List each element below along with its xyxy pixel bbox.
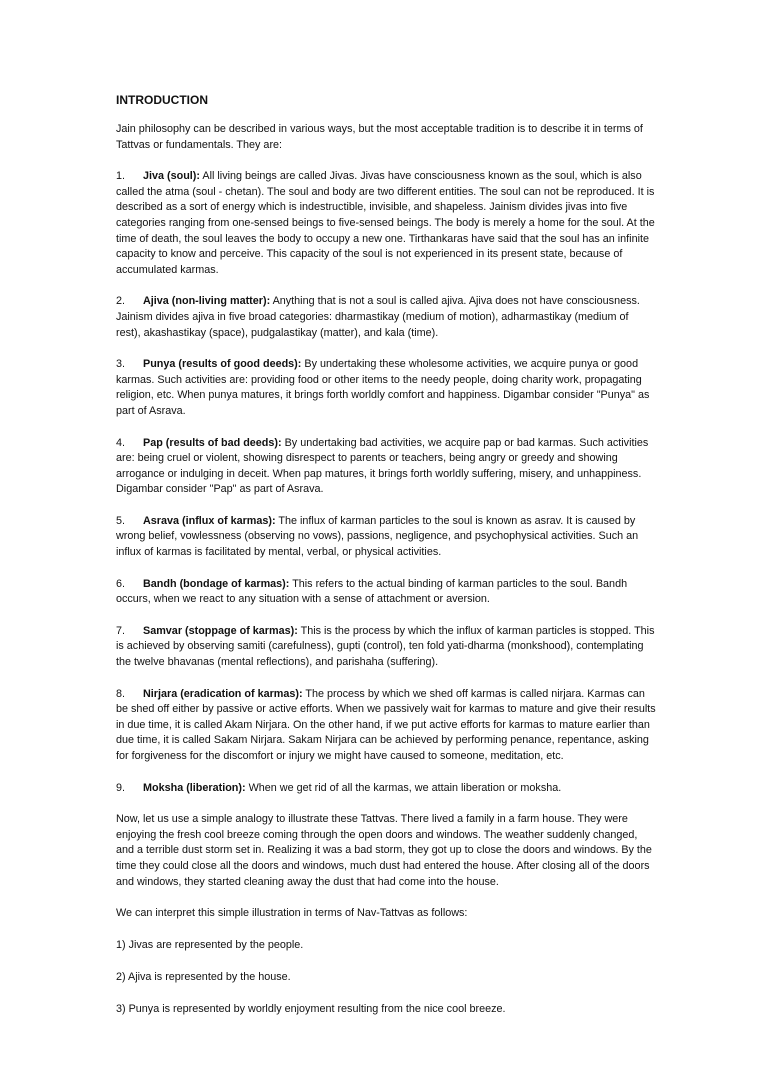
tattva-number: 4. xyxy=(116,436,126,449)
tattva-term: Asrava (influx of karmas): xyxy=(143,514,276,527)
tattva-item-pap xyxy=(116,436,656,498)
tattva-description: By undertaking bad activities, we acquire pap or bad karmas. Such activities are: being cruel or violent, showing disrespect to parents or teachers, being angry or greedy and showing arrogance or indulging in deceit. When pap matures, it brings forth worldly suffering, misery, and unhappiness. Digambar consider "Pap" as part of Asrava. xyxy=(116,436,649,496)
tattva-number: 7. xyxy=(116,624,126,637)
tattva-item-nirjara xyxy=(116,687,656,765)
interpretation-item-punya: 3) Punya is represented by worldly enjoyment resulting from the nice cool breeze. xyxy=(116,1003,506,1016)
tattva-term: Nirjara (eradication of karmas): xyxy=(143,687,303,700)
tattva-description: When we get rid of all the karmas, we attain liberation or moksha. xyxy=(248,781,562,794)
analogy-paragraph: Now, let us use a simple analogy to illustrate these Tattvas. There lived a family in a farm house. They were enjoying the fresh cool breeze coming through the open doors and windows. The weather suddenly changed, and a terrible dust storm set in. Realizing it was a bad storm, they got up to close the doors and windows. By the time they could close all the doors and windows, much dust had entered the house. After closing all of the doors and windows, they started cleaning away the dust that had come into the house. xyxy=(116,813,652,888)
interpretation-item-ajiva: 2) Ajiva is represented by the house. xyxy=(116,970,291,983)
tattva-term: Samvar (stoppage of karmas): xyxy=(143,624,298,637)
tattva-number: 6. xyxy=(116,577,126,590)
tattva-item-moksha xyxy=(116,781,656,797)
tattva-description: Anything that is not a soul is called ajiva. Ajiva does not have consciousness. Jainism divides ajiva in five broad categories: dharmastikay (medium of motion), adharmastikay (medium of rest), akashastikay (space), pudgalastikay (matter), and kala (time). xyxy=(116,295,640,339)
tattva-term: Moksha (liberation): xyxy=(143,781,246,794)
tattva-number: 1. xyxy=(116,170,126,183)
tattva-item-jiva xyxy=(116,169,656,278)
interpretation-intro: We can interpret this simple illustration in terms of Nav-Tattvas as follows: xyxy=(116,907,468,920)
intro-paragraph: Jain philosophy can be described in various ways, but the most acceptable tradition is to describe it in terms of Tattvas or fundamentals. They are: xyxy=(116,123,643,151)
tattva-term: Pap (results of bad deeds): xyxy=(143,436,282,449)
tattva-description: The influx of karman particles to the soul is known as asrav. It is caused by wrong belief, vowlessness (observing no vows), passions, negligence, and psychophysical activities. Such an influx of karmas is facilitated by mental, verbal, or physical activities. xyxy=(116,514,639,559)
tattva-item-asrava xyxy=(116,514,656,561)
tattva-number: 9. xyxy=(116,781,126,794)
tattva-number: 5. xyxy=(116,514,126,527)
tattva-item-punya xyxy=(116,357,656,419)
tattva-item-samvar xyxy=(116,624,656,671)
tattva-description: This refers to the actual binding of karman particles to the soul. Bandh occurs, when we react to any situation with a sense of attachment or aversion. xyxy=(116,577,628,606)
tattva-description: This is the process by which the influx of karman particles is stopped. This is achieved by observing samiti (carefulness), gupti (control), ten fold yati-dharma (monkshood), contemplating the twelve bhavanas (mental reflections), and parishaha (suffering). xyxy=(116,624,655,669)
tattva-number: 3. xyxy=(116,358,126,371)
document-page xyxy=(116,92,656,1034)
tattva-list xyxy=(116,169,656,796)
tattva-term: Punya (results of good deeds): xyxy=(143,358,302,371)
page-title: INTRODUCTION xyxy=(116,93,208,107)
tattva-description: All living beings are called Jivas. Jivas have consciousness known as the soul, which is also called the atma (soul - chetan). The soul and body are two different entities. The soul can not be reproduced. It is described as a sort of energy which is indestructible, invisible, and shapeless. Jainism divides jivas into five categories ranging from one-sensed beings to five-sensed beings. The body is merely a home for the soul. At the time of death, the soul leaves the body to occupy a new one. Tirthankaras have said that the soul has an infinite capacity to know and perceive. This capacity of the soul is not experienced in its present state, because of accumulated karmas. xyxy=(116,170,655,276)
tattva-term: Ajiva (non-living matter): xyxy=(143,295,271,308)
tattva-item-ajiva xyxy=(116,294,656,341)
tattva-term: Bandh (bondage of karmas): xyxy=(143,577,290,590)
interpretation-item-jivas: 1) Jivas are represented by the people. xyxy=(116,938,304,951)
tattva-description: The process by which we shed off karmas is called nirjara. Karmas can be shed off either by passive or active efforts. When we passively wait for karmas to mature and give their results in due time, it is called Akam Nirjara. On the other hand, if we put active efforts for karmas to mature earlier than due time, it is called Sakam Nirjara. Sakam Nirjara can be achieved by performing penance, repentance, asking for forgiveness for the discomfort or injury we might have caused to someone, meditation, etc. xyxy=(116,687,656,762)
tattva-item-bandh xyxy=(116,577,656,608)
tattva-number: 8. xyxy=(116,687,126,700)
tattva-term: Jiva (soul): xyxy=(143,170,200,183)
tattva-description: By undertaking these wholesome activities, we acquire punya or good karmas. Such activities are: providing food or other items to the needy people, doing charity work, propagating religion, etc. When punya matures, it brings forth worldly comfort and happiness. Digambar consider "Punya" as part of Asrava. xyxy=(116,358,650,417)
tattva-number: 2. xyxy=(116,295,126,308)
